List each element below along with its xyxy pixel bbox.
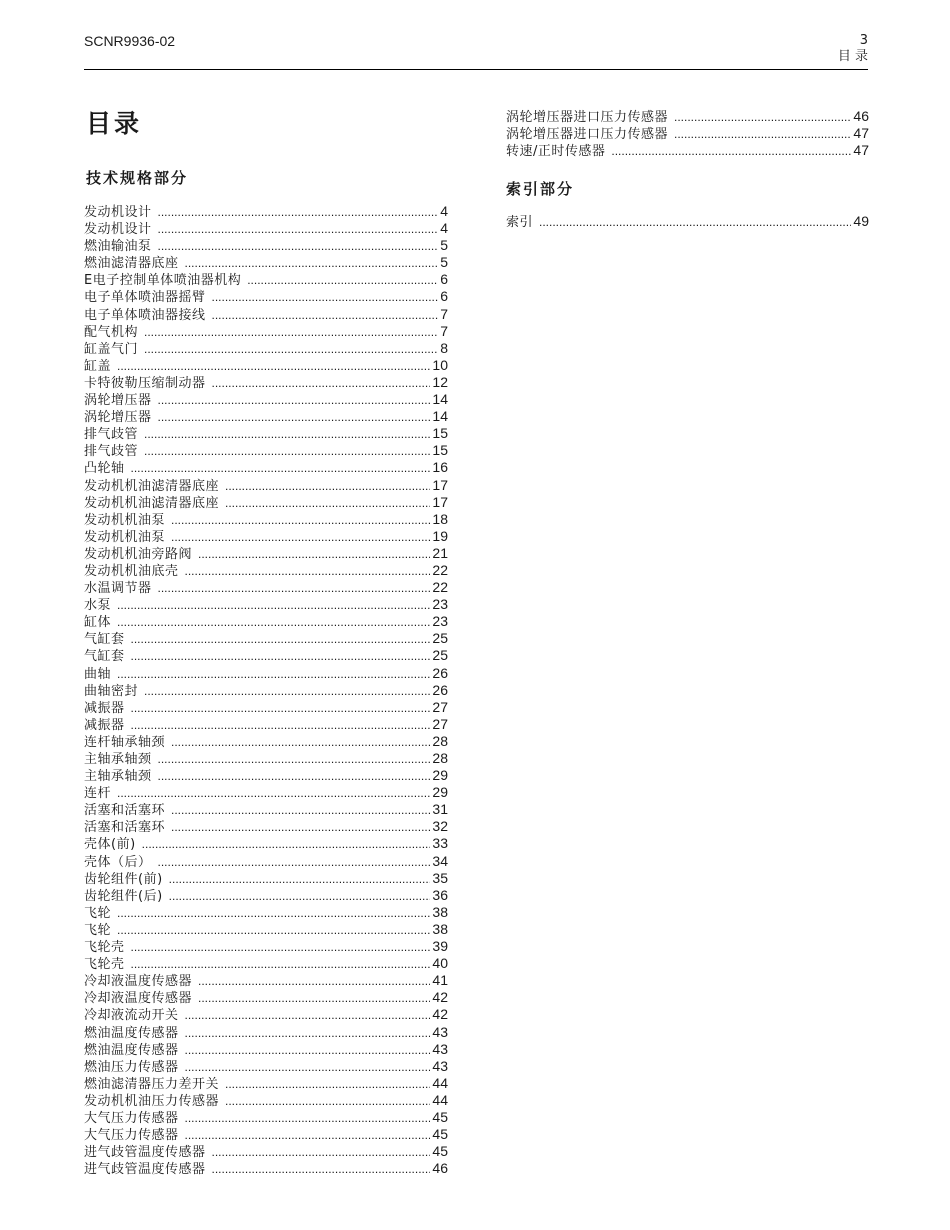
toc-entry-page-number: 33 [432, 835, 448, 852]
toc-dot-leader [117, 905, 430, 922]
toc-dot-leader [225, 1076, 430, 1093]
toc-entry-label: 曲轴 [84, 666, 112, 682]
toc-entry-page-number: 28 [432, 750, 448, 766]
toc-entry-page-number: 8 [440, 339, 448, 356]
toc-dot-leader [185, 1059, 431, 1076]
toc-dot-leader [212, 1161, 431, 1178]
toc-dot-leader [131, 939, 431, 956]
toc-entry[interactable] [84, 1024, 448, 1041]
toc-entry-label: 涡轮增压器 [84, 410, 152, 426]
toc-dot-leader [144, 341, 438, 358]
toc-entry-label: 大气压力传感器 [84, 1128, 179, 1144]
toc-entry[interactable] [84, 203, 448, 220]
toc-entry-page-number: 15 [432, 442, 448, 459]
toc-entry-label: 冷却液流动开关 [84, 1008, 179, 1024]
toc-entry[interactable] [84, 1109, 448, 1126]
toc-entry-page-number: 36 [432, 886, 448, 903]
section-label: 目 录 [837, 49, 868, 64]
toc-entry[interactable] [84, 1075, 448, 1092]
toc-entry-page-number: 17 [432, 476, 448, 493]
toc-entry-label: 连杆 [84, 786, 112, 802]
toc-entry-label: 排气歧管 [84, 444, 139, 460]
toc-dot-leader [225, 1093, 430, 1110]
toc-entry-page-number: 17 [432, 493, 448, 510]
toc-entry-page-number: 40 [432, 955, 448, 972]
toc-entry-label: 发动机机油压力传感器 [84, 1093, 220, 1109]
toc-entry-label: 冷却液温度传感器 [84, 991, 193, 1007]
toc-entry-page-number: 34 [432, 852, 448, 869]
toc-entry[interactable] [84, 784, 448, 801]
toc-entry-label: 排气歧管 [84, 427, 139, 443]
toc-entry[interactable] [84, 801, 448, 818]
toc-entry[interactable] [84, 596, 448, 613]
toc-dot-leader [131, 460, 431, 477]
toc-dot-leader [185, 1007, 431, 1024]
toc-entry-label: 飞轮 [84, 905, 112, 921]
toc-entry-label: 水温调节器 [84, 581, 152, 597]
toc-entry[interactable] [84, 613, 448, 630]
toc-dot-leader [225, 478, 430, 495]
toc-dot-leader [131, 700, 431, 717]
toc-dot-leader [117, 666, 430, 683]
page-header [838, 33, 868, 65]
toc-dot-leader [198, 546, 430, 563]
toc-entry-page-number: 45 [432, 1126, 448, 1143]
toc-entry[interactable] [84, 562, 448, 579]
toc-entry[interactable] [84, 357, 448, 374]
toc-entry-page-number: 15 [432, 425, 448, 442]
toc-dot-leader [171, 802, 430, 819]
toc-entry-label: 发动机机油滤清器底座 [84, 478, 220, 494]
toc-dot-leader [158, 204, 439, 221]
toc-entry[interactable] [84, 1041, 448, 1058]
toc-entry-page-number: 38 [432, 903, 448, 920]
toc-dot-leader [144, 683, 430, 700]
toc-entry-label: 发动机设计 [84, 205, 152, 220]
toc-entry-label: 发动机机油滤清器底座 [84, 495, 220, 511]
toc-entry[interactable] [84, 340, 448, 357]
toc-entry[interactable] [84, 271, 448, 288]
toc-entry[interactable] [84, 1126, 448, 1143]
toc-entry[interactable] [84, 870, 448, 887]
toc-entry[interactable] [84, 579, 448, 596]
toc-entry-label: 发动机机油底壳 [84, 563, 179, 579]
toc-entry-page-number: 23 [432, 613, 448, 630]
toc-entry[interactable] [84, 750, 448, 767]
toc-entry-page-number: 21 [432, 544, 448, 561]
toc-dot-leader [247, 272, 438, 289]
toc-dot-leader [158, 751, 431, 768]
toc-entry-page-number: 39 [432, 938, 448, 955]
toc-entry-label: 配气机构 [84, 324, 139, 340]
toc-entry-page-number: 22 [432, 579, 448, 596]
toc-entry-page-number: 19 [432, 527, 448, 544]
toc-entry[interactable] [506, 125, 869, 142]
toc-entry-label: E电子控制单体喷油器机构 [84, 273, 242, 289]
toc-entry-label: 进气歧管温度传感器 [84, 1162, 206, 1178]
toc-entry[interactable] [506, 108, 869, 125]
toc-entry-page-number: 10 [432, 356, 448, 373]
toc-entry-label: 缸体 [84, 615, 112, 631]
toc-entry-page-number: 18 [432, 510, 448, 527]
toc-entry[interactable] [506, 213, 869, 230]
toc-entry-label: 大气压力传感器 [84, 1110, 179, 1126]
toc-entry-page-number: 41 [432, 972, 448, 989]
toc-entry-page-number: 14 [432, 391, 448, 408]
toc-entry[interactable] [84, 647, 448, 664]
toc-dot-leader [158, 238, 439, 255]
toc-entry[interactable] [84, 733, 448, 750]
toc-entry-label: 涡轮增压器进口压力传感器 [506, 127, 669, 143]
toc-entry[interactable] [84, 425, 448, 442]
toc-entry-page-number: 6 [440, 271, 448, 288]
toc-entry-label: 主轴承轴颈 [84, 752, 152, 767]
toc-dot-leader [117, 597, 430, 614]
toc-entry[interactable] [506, 142, 869, 159]
toc-dot-leader [144, 324, 438, 341]
toc-entry[interactable] [84, 442, 448, 459]
toc-dot-leader [158, 854, 431, 871]
toc-dot-leader [169, 888, 431, 905]
toc-dot-leader [212, 289, 439, 306]
toc-entry[interactable] [84, 1058, 448, 1075]
toc-entry-label: 水泵 [84, 598, 112, 614]
toc-entry[interactable] [84, 853, 448, 870]
toc-list-index [506, 213, 869, 230]
toc-dot-leader [539, 214, 851, 231]
toc-entry-label: 燃油滤清器底座 [84, 256, 179, 272]
toc-entry-label: 飞轮壳 [84, 957, 125, 973]
toc-entry-label: 燃油温度传感器 [84, 1042, 179, 1058]
toc-entry-label: 涡轮增压器 [84, 393, 152, 409]
toc-entry-label: 飞轮壳 [84, 940, 125, 956]
toc-entry-label: 缸盖气门 [84, 341, 139, 357]
toc-entry[interactable] [84, 630, 448, 647]
toc-dot-leader [171, 819, 430, 836]
toc-entry[interactable] [84, 835, 448, 852]
toc-entry-label: 齿轮组件(后) [84, 888, 163, 904]
toc-dot-leader [212, 375, 431, 392]
toc-dot-leader [144, 443, 430, 460]
toc-dot-leader [674, 109, 851, 126]
toc-entry-page-number: 42 [432, 1006, 448, 1023]
toc-entry-label: 进气歧管温度传感器 [84, 1145, 206, 1161]
toc-entry-page-number: 43 [432, 1040, 448, 1057]
toc-dot-leader [185, 1042, 431, 1059]
toc-entry-page-number: 6 [440, 288, 448, 305]
page-title: 目录 [86, 109, 143, 138]
toc-entry[interactable] [84, 699, 448, 716]
toc-dot-leader [117, 358, 430, 375]
toc-dot-leader [142, 836, 431, 853]
toc-dot-leader [158, 580, 431, 597]
toc-entry-page-number: 47 [853, 142, 869, 159]
toc-entry-page-number: 12 [432, 373, 448, 390]
toc-entry[interactable] [84, 938, 448, 955]
toc-entry-page-number: 31 [432, 801, 448, 818]
toc-entry-page-number: 4 [440, 203, 448, 219]
toc-entry[interactable] [84, 818, 448, 835]
section-heading-specifications: 技术规格部分 [86, 169, 189, 187]
toc-entry[interactable] [84, 477, 448, 494]
toc-entry-page-number: 42 [432, 989, 448, 1006]
toc-dot-leader [117, 922, 430, 939]
toc-entry-label: 涡轮增压器进口压力传感器 [506, 110, 669, 125]
toc-entry-label: 减振器 [84, 717, 125, 733]
toc-entry-page-number: 5 [440, 237, 448, 254]
toc-entry-page-number: 32 [432, 818, 448, 835]
toc-entry-page-number: 25 [432, 630, 448, 647]
toc-entry[interactable] [84, 408, 448, 425]
toc-entry-label: 燃油滤清器压力差开关 [84, 1076, 220, 1092]
toc-entry[interactable] [84, 494, 448, 511]
toc-dot-leader [171, 529, 430, 546]
toc-entry[interactable] [84, 955, 448, 972]
toc-dot-leader [171, 512, 430, 529]
toc-entry-page-number: 44 [432, 1091, 448, 1108]
toc-entry[interactable] [84, 288, 448, 305]
toc-entry-label: 气缸套 [84, 632, 125, 648]
toc-entry-page-number: 23 [432, 596, 448, 613]
toc-entry-label: 主轴承轴颈 [84, 769, 152, 785]
toc-entry[interactable] [84, 989, 448, 1006]
toc-dot-leader [131, 648, 431, 665]
toc-entry[interactable] [84, 1006, 448, 1023]
toc-entry[interactable] [84, 1160, 448, 1177]
toc-entry-label: 电子单体喷油器摇臂 [84, 290, 206, 306]
toc-entry[interactable] [84, 511, 448, 528]
toc-entry-label: 飞轮 [84, 922, 112, 938]
toc-entry-label: 壳体(前) [84, 837, 136, 853]
toc-entry[interactable] [84, 921, 448, 938]
toc-entry-page-number: 27 [432, 698, 448, 715]
toc-entry-label: 冷却液温度传感器 [84, 974, 193, 990]
toc-entry-page-number: 7 [440, 305, 448, 322]
toc-entry[interactable] [84, 237, 448, 254]
toc-entry-page-number: 14 [432, 408, 448, 425]
toc-entry-label: 活塞和活塞环 [84, 820, 166, 836]
toc-dot-leader [674, 126, 851, 143]
toc-entry-label: 缸盖 [84, 358, 112, 374]
toc-entry-label: 发动机设计 [84, 222, 152, 238]
toc-dot-leader [185, 1110, 431, 1127]
toc-dot-leader [158, 392, 431, 409]
toc-dot-leader [185, 255, 439, 272]
toc-dot-leader [185, 1025, 431, 1042]
toc-entry-page-number: 5 [440, 254, 448, 271]
toc-entry-page-number: 46 [853, 108, 869, 124]
toc-entry-page-number: 45 [432, 1143, 448, 1160]
toc-entry[interactable] [84, 887, 448, 904]
toc-entry-page-number: 28 [432, 732, 448, 749]
toc-entry-page-number: 43 [432, 1057, 448, 1074]
toc-entry-page-number: 46 [432, 1160, 448, 1177]
toc-dot-leader [198, 973, 430, 990]
toc-entry[interactable] [84, 682, 448, 699]
toc-entry-label: 减振器 [84, 700, 125, 716]
toc-dot-leader [169, 871, 431, 888]
section-heading-index: 索引部分 [506, 180, 575, 198]
toc-entry-label: 燃油压力传感器 [84, 1059, 179, 1075]
toc-entry[interactable] [84, 767, 448, 784]
toc-entry-label: 发动机机油泵 [84, 512, 166, 528]
toc-list-continued [506, 108, 869, 159]
toc-dot-leader [185, 563, 431, 580]
toc-dot-leader [158, 768, 431, 785]
toc-entry-page-number: 22 [432, 561, 448, 578]
toc-dot-leader [225, 495, 430, 512]
toc-dot-leader [131, 631, 431, 648]
toc-entry[interactable] [84, 391, 448, 408]
toc-entry-label: 发动机机油泵 [84, 529, 166, 545]
toc-dot-leader [611, 143, 851, 160]
toc-entry-label: 发动机机油旁路阀 [84, 546, 193, 562]
toc-entry[interactable] [84, 972, 448, 989]
toc-entry[interactable] [84, 323, 448, 340]
toc-dot-leader [117, 614, 430, 631]
toc-entry-label: 连杆轴承轴颈 [84, 734, 166, 750]
toc-entry[interactable] [84, 1092, 448, 1109]
toc-entry[interactable] [84, 374, 448, 391]
toc-entry-page-number: 29 [432, 767, 448, 784]
toc-entry-label: 气缸套 [84, 649, 125, 665]
toc-entry-page-number: 16 [432, 459, 448, 476]
toc-entry-page-number: 25 [432, 647, 448, 664]
toc-entry-label: 燃油输油泵 [84, 239, 152, 255]
toc-dot-leader [198, 990, 430, 1007]
header-divider [84, 69, 868, 70]
toc-entry-label: 凸轮轴 [84, 461, 125, 477]
toc-entry[interactable] [84, 528, 448, 545]
toc-entry[interactable] [84, 220, 448, 237]
toc-entry-page-number: 38 [432, 920, 448, 937]
toc-entry[interactable] [84, 459, 448, 476]
toc-entry-page-number: 26 [432, 681, 448, 698]
toc-dot-leader [158, 409, 431, 426]
toc-entry-page-number: 47 [853, 125, 869, 142]
toc-entry[interactable] [84, 306, 448, 323]
toc-entry-label: 活塞和活塞环 [84, 803, 166, 819]
toc-entry[interactable] [84, 665, 448, 682]
toc-entry-label: 索引 [506, 215, 534, 230]
toc-entry-page-number: 4 [440, 220, 448, 237]
toc-entry-page-number: 49 [853, 213, 869, 229]
toc-entry-page-number: 45 [432, 1108, 448, 1125]
toc-entry-page-number: 35 [432, 869, 448, 886]
toc-entry-label: 燃油温度传感器 [84, 1025, 179, 1041]
toc-dot-leader [171, 734, 430, 751]
toc-entry-page-number: 7 [440, 322, 448, 339]
toc-entry[interactable] [84, 904, 448, 921]
document-id: SCNR9936-02 [84, 33, 176, 49]
toc-entry-label: 壳体（后） [84, 854, 152, 870]
toc-entry[interactable] [84, 545, 448, 562]
toc-dot-leader [212, 307, 439, 324]
toc-entry-label: 电子单体喷油器接线 [84, 307, 206, 323]
toc-dot-leader [185, 1127, 431, 1144]
toc-entry-label: 曲轴密封 [84, 683, 139, 699]
toc-entry-page-number: 43 [432, 1023, 448, 1040]
toc-dot-leader [117, 785, 430, 802]
toc-entry[interactable] [84, 1143, 448, 1160]
toc-entry-label: 齿轮组件(前) [84, 871, 163, 887]
toc-entry-page-number: 44 [432, 1074, 448, 1091]
toc-dot-leader [212, 1144, 431, 1161]
toc-entry[interactable] [84, 254, 448, 271]
toc-dot-leader [131, 956, 431, 973]
toc-dot-leader [144, 426, 430, 443]
toc-entry-label: 转速/正时传感器 [506, 144, 606, 160]
page-number: 3 [859, 33, 868, 48]
toc-dot-leader [131, 717, 431, 734]
toc-entry-page-number: 27 [432, 715, 448, 732]
toc-entry-page-number: 26 [432, 664, 448, 681]
toc-list-specifications [84, 203, 448, 1177]
toc-dot-leader [158, 221, 439, 238]
toc-entry-label: 卡特彼勒压缩制动器 [84, 375, 206, 391]
toc-entry-page-number: 29 [432, 784, 448, 801]
toc-entry[interactable] [84, 716, 448, 733]
